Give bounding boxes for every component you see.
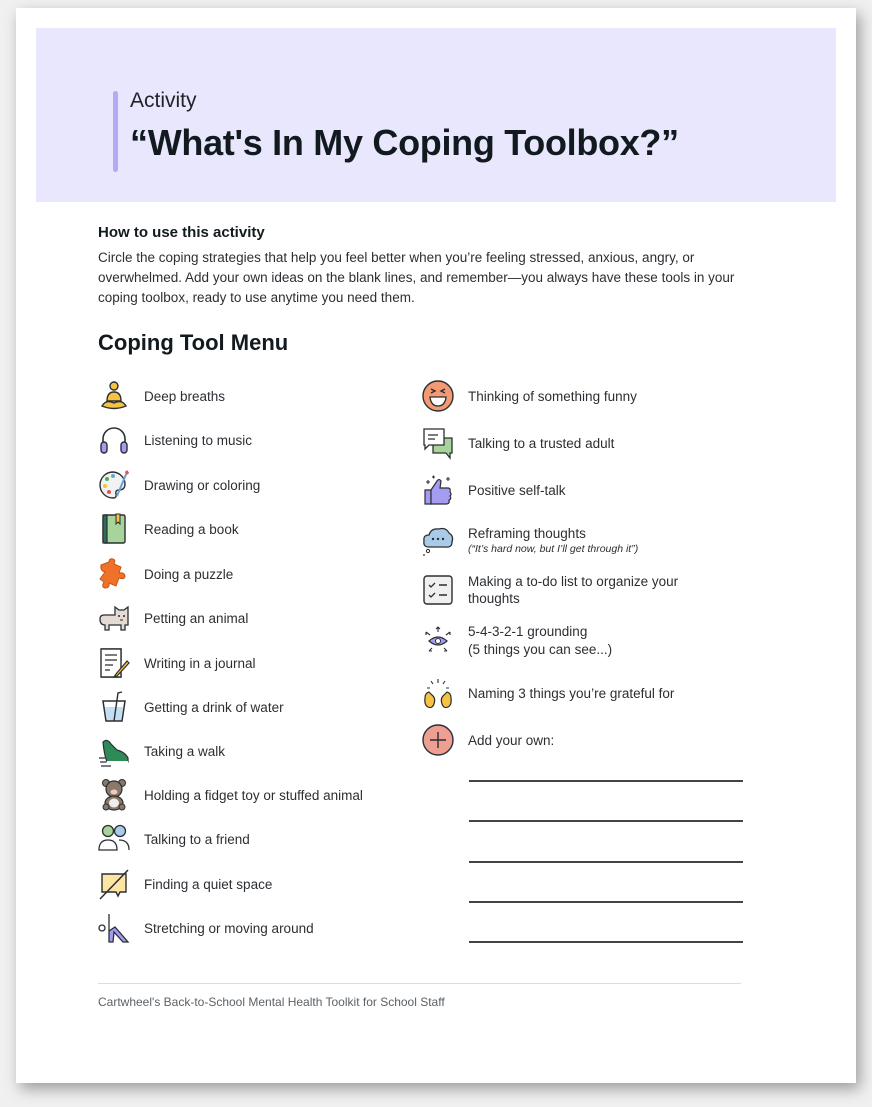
blank-line-1[interactable] bbox=[469, 780, 743, 782]
item-sublabel: (“It’s hard now, but I’ll get through it”) bbox=[468, 542, 639, 555]
laughing-face-icon bbox=[420, 378, 456, 414]
puzzle-piece-icon bbox=[96, 556, 132, 592]
chat-bubbles-icon bbox=[420, 425, 456, 461]
item-label: Positive self-talk bbox=[468, 482, 566, 498]
two-people-icon bbox=[96, 821, 132, 857]
item-label: Listening to music bbox=[144, 432, 253, 448]
item-label-main: 5-4-3-2-1 grounding bbox=[468, 623, 588, 639]
item-label: Getting a drink of water bbox=[144, 699, 284, 715]
list-item bbox=[96, 910, 314, 946]
list-item bbox=[96, 866, 272, 902]
eye-arrows-icon bbox=[420, 623, 456, 659]
list-item bbox=[96, 821, 250, 857]
item-label: Add your own: bbox=[468, 732, 555, 748]
list-item bbox=[96, 777, 363, 813]
blank-line-2[interactable] bbox=[469, 820, 743, 822]
list-item bbox=[420, 378, 637, 414]
item-label bbox=[468, 525, 638, 556]
item-label: Stretching or moving around bbox=[144, 920, 314, 936]
muted-chat-icon bbox=[96, 866, 132, 902]
instructions-body: Circle the coping strategies that help you feel better when you’re feeling stressed, anxious, angry, or overwhelmed. Add your own ideas on the blank lines, and remember—you always have these tools in your coping toolbox, ready to use anytime you need them. bbox=[98, 250, 735, 305]
list-item bbox=[96, 511, 239, 547]
blank-line-3[interactable] bbox=[469, 861, 743, 863]
item-label: Talking to a trusted adult bbox=[468, 435, 615, 451]
activity-kicker: Activity bbox=[130, 89, 197, 112]
list-item bbox=[420, 472, 566, 508]
item-label: Holding a fidget toy or stuffed animal bbox=[144, 787, 363, 803]
list-item bbox=[96, 378, 225, 414]
teddy-bear-icon bbox=[96, 777, 132, 813]
item-label: Writing in a journal bbox=[144, 655, 256, 671]
item-label: Taking a walk bbox=[144, 743, 226, 759]
footer-divider bbox=[98, 983, 741, 984]
footer-text: Cartwheel's Back-to-School Mental Health Toolkit for School Staff bbox=[98, 995, 445, 1009]
list-item bbox=[420, 425, 614, 461]
blank-line-4[interactable] bbox=[469, 901, 743, 903]
page-title: “What's In My Coping Toolbox?” bbox=[130, 122, 679, 163]
sneaker-icon bbox=[96, 733, 132, 769]
headphones-icon bbox=[96, 422, 132, 458]
item-label: Doing a puzzle bbox=[144, 566, 234, 582]
header-band bbox=[36, 28, 836, 202]
list-item bbox=[420, 722, 554, 758]
list-item bbox=[96, 556, 233, 592]
book-icon bbox=[96, 511, 132, 547]
paint-palette-icon bbox=[96, 467, 132, 503]
list-item bbox=[420, 522, 638, 558]
list-item bbox=[96, 467, 260, 503]
item-label bbox=[468, 623, 612, 660]
thumbs-up-sparkle-icon bbox=[420, 472, 456, 508]
blank-line-5[interactable] bbox=[469, 941, 743, 943]
list-item bbox=[96, 600, 248, 636]
item-label: Talking to a friend bbox=[144, 831, 250, 847]
checklist-icon bbox=[420, 572, 456, 608]
clapping-hands-icon bbox=[420, 675, 456, 711]
instructions-heading: How to use this activity bbox=[98, 224, 265, 241]
list-item bbox=[96, 689, 284, 725]
plus-circle-icon bbox=[420, 722, 456, 758]
item-label: Deep breaths bbox=[144, 388, 226, 404]
menu-heading: Coping Tool Menu bbox=[98, 330, 289, 355]
list-item bbox=[420, 623, 612, 659]
list-item bbox=[96, 422, 252, 458]
item-label: Reading a book bbox=[144, 521, 239, 537]
item-label: Drawing or coloring bbox=[144, 477, 261, 493]
cat-icon bbox=[96, 600, 132, 636]
thought-cloud-icon bbox=[420, 522, 456, 558]
item-label: Thinking of something funny bbox=[468, 388, 637, 404]
journal-pencil-icon bbox=[96, 645, 132, 681]
list-item bbox=[96, 733, 225, 769]
stretching-person-icon bbox=[96, 910, 132, 946]
item-label: Petting an animal bbox=[144, 610, 249, 626]
accent-bar bbox=[113, 91, 118, 172]
item-label: Naming 3 things you’re grateful for bbox=[468, 685, 675, 701]
list-item bbox=[420, 572, 698, 608]
water-glass-icon bbox=[96, 689, 132, 725]
item-label: Making a to-do list to organize your thoughts bbox=[468, 574, 679, 606]
item-label-main: Reframing thoughts bbox=[468, 525, 586, 541]
list-item bbox=[96, 645, 256, 681]
meditation-icon bbox=[96, 378, 132, 414]
list-item bbox=[420, 675, 674, 711]
item-label: Finding a quiet space bbox=[144, 876, 273, 892]
item-sublabel: (5 things you can see...) bbox=[468, 641, 613, 657]
